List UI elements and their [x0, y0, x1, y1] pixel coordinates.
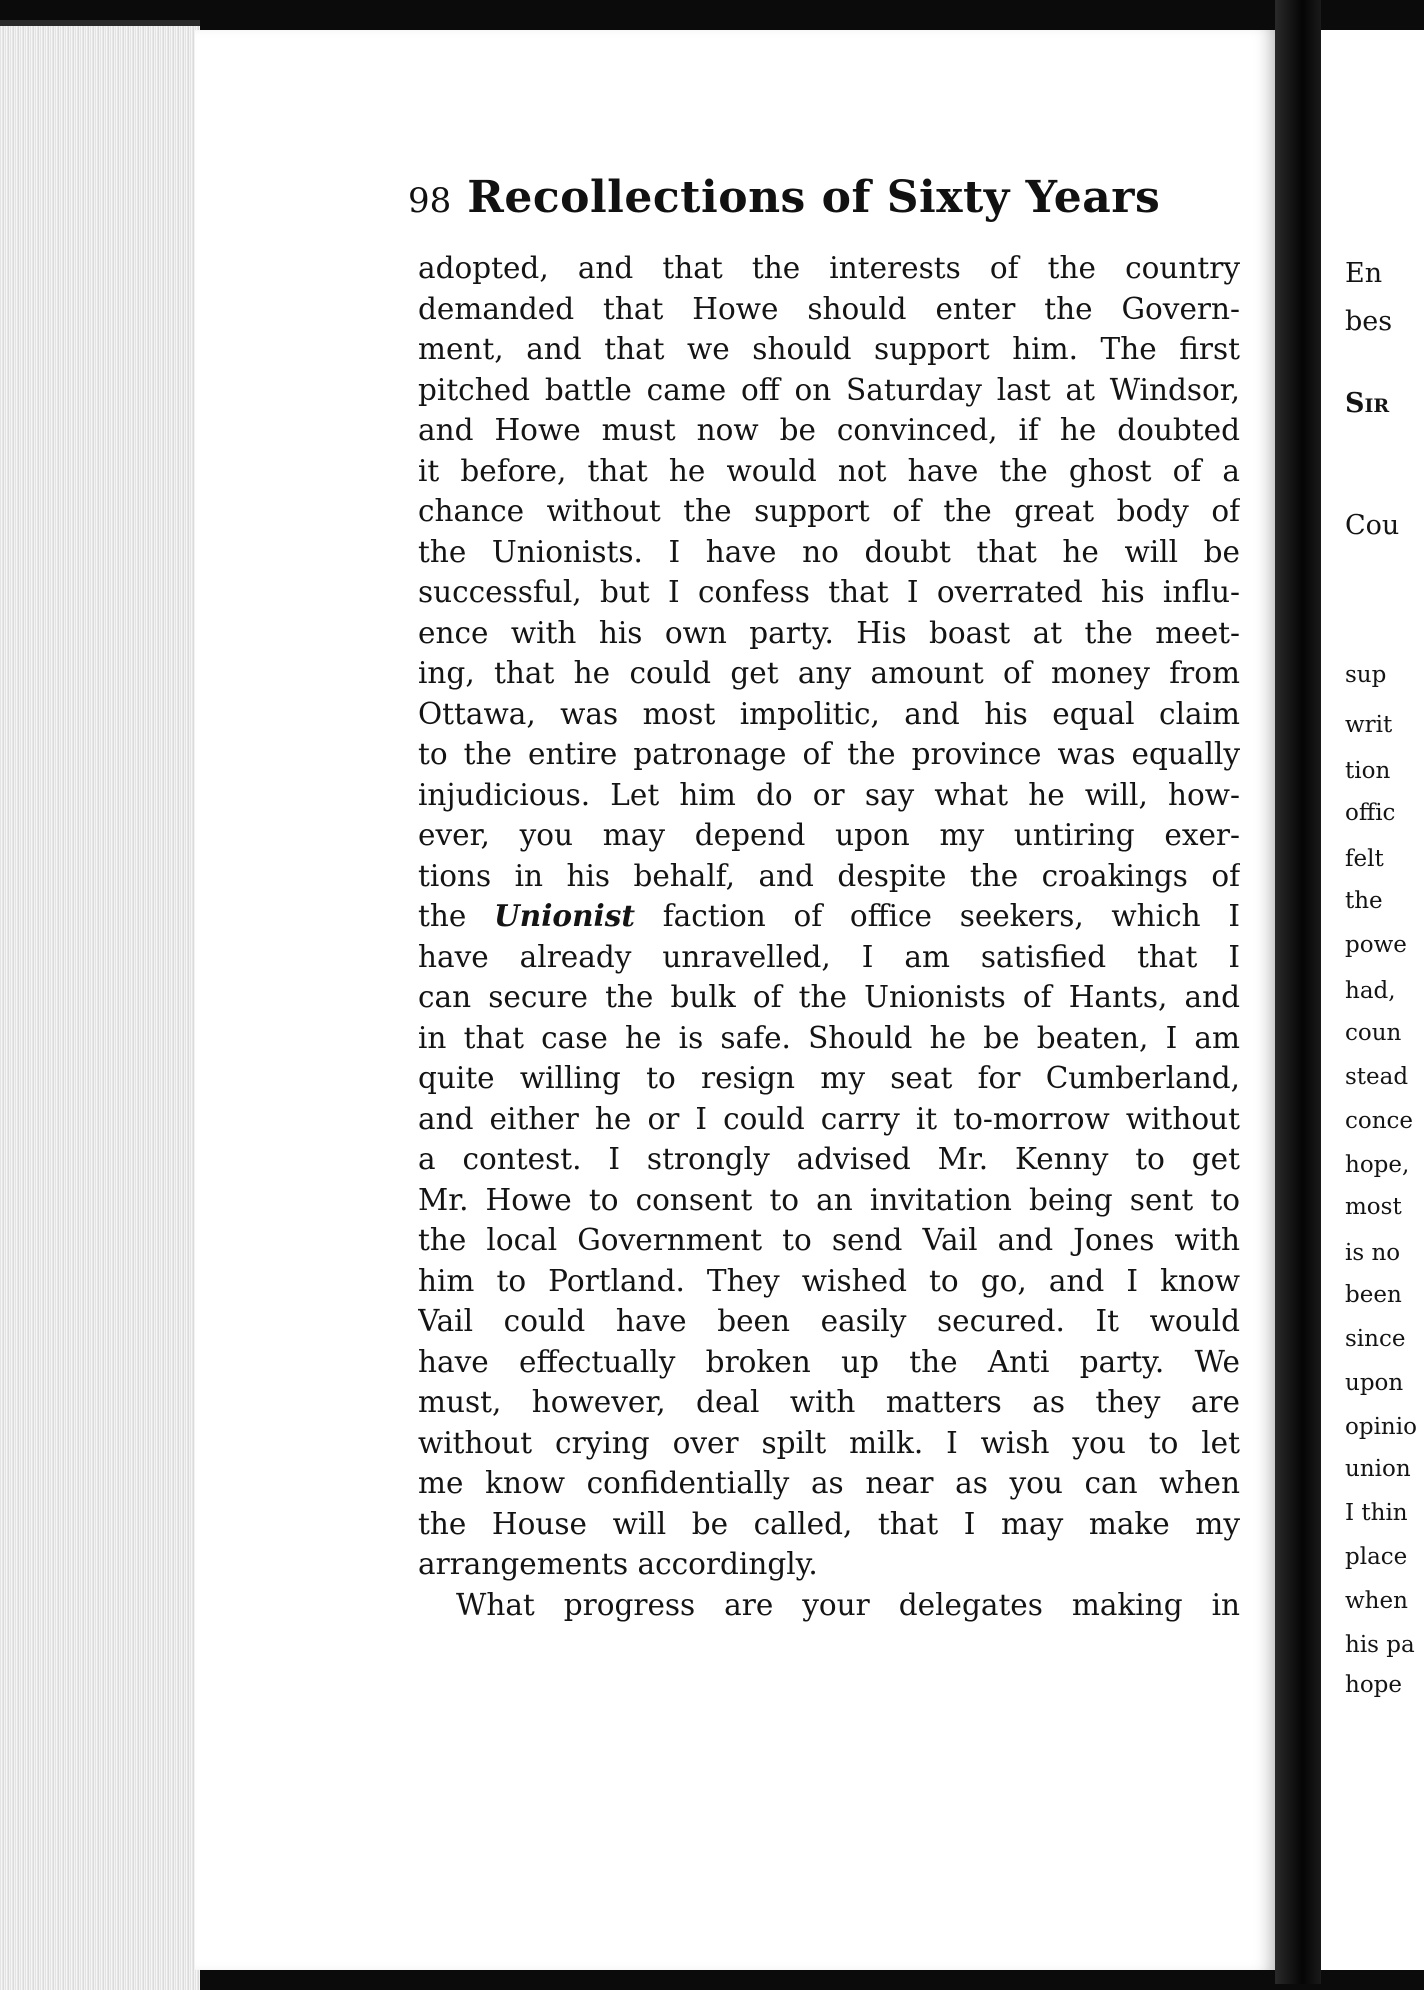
text-line: injudicious. Let him do or say what he will, how- [418, 777, 1240, 812]
right-page-fragment: been [1345, 1282, 1402, 1308]
right-page-fragment: had, [1345, 978, 1396, 1004]
text-line: have effectually broken up the Anti party. We [418, 1344, 1240, 1379]
text-line: the House will be called, that I may make my [418, 1506, 1240, 1541]
text-line: Vail could have been easily secured. It would [418, 1304, 1240, 1338]
text-line: adopted, and that the interests of the country [418, 251, 1240, 285]
text-line: ing, that he could get any amount of money from [418, 656, 1240, 690]
text-line: Mr. Howe to consent to an invitation being sent to [418, 1182, 1240, 1217]
text-line: to the entire patronage of the province was equally [418, 737, 1240, 771]
right-page-fragment: Sir [1345, 388, 1390, 419]
page-header [408, 172, 1238, 242]
text-line: have already unravelled, I am satisfied that I [418, 939, 1240, 974]
right-page-fragment: powe [1345, 932, 1407, 958]
right-page-fragment: the [1345, 888, 1383, 914]
right-page-fragment: coun [1345, 1020, 1402, 1046]
right-page-fragment: En [1345, 258, 1383, 289]
right-page-fragment: union [1345, 1456, 1411, 1482]
text-line: Ottawa, was most impolitic, and his equal claim [418, 696, 1240, 731]
right-page-fragment: sup [1345, 662, 1387, 688]
right-page-fragment: bes [1345, 306, 1393, 337]
text-line: it before, that he would not have the ghost of a [418, 453, 1240, 488]
text-line: must, however, deal with matters as they are [418, 1385, 1240, 1419]
text-line: can secure the bulk of the Unionists of Hants, and [418, 980, 1240, 1014]
italic-word: Unionist [494, 898, 635, 933]
right-page-fragment: hope [1345, 1672, 1402, 1698]
text-line: in that case he is safe. Should he be beaten, I am [418, 1020, 1240, 1055]
right-page-fragment: offic [1345, 800, 1396, 826]
right-page-fragment: when [1345, 1588, 1408, 1614]
text-line: ever, you may depend upon my untiring exer- [418, 818, 1240, 852]
text-line: pitched battle came off on Saturday last at Windsor, [418, 372, 1240, 407]
text-line: the Unionists. I have no doubt that he will be [418, 534, 1240, 569]
text-line: the Unionist faction of office seekers, which I [418, 898, 1240, 933]
book-page-edges [0, 20, 200, 1990]
text-line: him to Portland. They wished to go, and I know [418, 1263, 1240, 1298]
right-page-fragment: upon [1345, 1370, 1404, 1396]
text-line: the local Government to send Vail and Jones with [418, 1223, 1240, 1257]
body-text [418, 248, 1240, 1625]
right-page-fragment: most [1345, 1194, 1402, 1220]
right-page-fragment: his pa [1345, 1632, 1415, 1658]
text-line: tions in his behalf, and despite the croakings of [418, 858, 1240, 893]
right-page-fragment: Cou [1345, 510, 1400, 541]
text-line: quite willing to resign my seat for Cumberland, [418, 1061, 1240, 1095]
text-line: arrangements accordingly. [418, 1547, 818, 1581]
page-number: 98 [408, 181, 452, 221]
right-page-fragment: is no [1345, 1240, 1401, 1266]
text-line: chance without the support of the great body of [418, 494, 1240, 528]
book-gutter [1275, 0, 1321, 1984]
right-page-fragment: I thin [1345, 1500, 1408, 1526]
right-page-fragment: stead [1345, 1064, 1409, 1090]
right-page-fragment: conce [1345, 1108, 1414, 1134]
text-line: without crying over spilt milk. I wish you to let [418, 1425, 1240, 1460]
right-page-fragment: writ [1345, 712, 1393, 738]
text-line: and Howe must now be convinced, if he doubted [418, 413, 1240, 447]
right-page-fragment: hope, [1345, 1152, 1410, 1178]
text-line: successful, but I confess that I overrated his influ- [418, 575, 1240, 609]
right-page-fragment: opinio [1345, 1414, 1417, 1440]
right-page-fragment: place [1345, 1544, 1408, 1570]
running-title: Recollections of Sixty Years [467, 172, 1161, 223]
right-page-fragment: since [1345, 1326, 1406, 1352]
text-line: me know confidentially as near as you can when [418, 1466, 1240, 1500]
text-line: ence with his own party. His boast at the meet- [418, 615, 1240, 650]
text-line: demanded that Howe should enter the Govern- [418, 291, 1240, 326]
right-page-fragment: felt [1345, 846, 1384, 872]
text-line: What progress are your delegates making in [456, 1587, 1240, 1622]
text-line: a contest. I strongly advised Mr. Kenny to get [418, 1142, 1240, 1176]
text-line: ment, and that we should support him. The first [418, 332, 1240, 366]
right-page-fragment: tion [1345, 758, 1391, 784]
text-line: and either he or I could carry it to-morrow without [418, 1101, 1240, 1136]
